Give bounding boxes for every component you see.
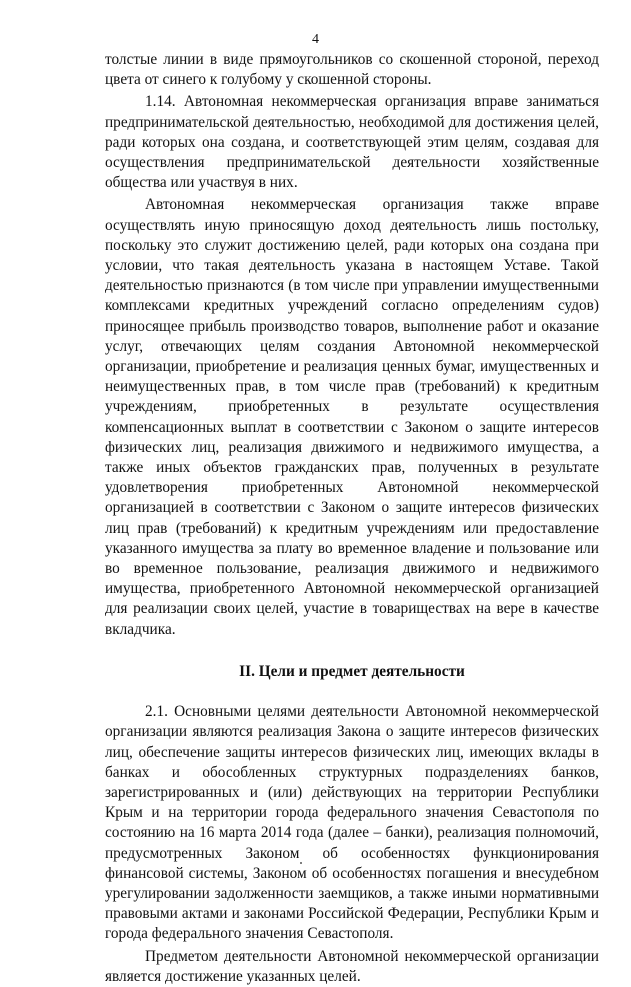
paragraph-subject: Предметом деятельности Автономной некоммерческой организации является достижение указанных целей. [105, 947, 599, 985]
scan-speck [300, 862, 302, 864]
paragraph-2-1: 2.1. Основными целями деятельности Автономной некоммерческой организации являются реализация Закона о защите интересов физических лиц, обеспечение защиты интересов физических лиц, имеющих вклады в банках и обособленных структурных подразделениях банков, зарегистрированных и (или) действующих на территории Республики Крым и на территории города федерального значения Севастополя по состоянию на 16 марта 2014 года (далее – банки), реализация полномочий, предусмотренных Законом об особенностях функционирования финансовой системы, Законом об особенностях погашения и внесудебном урегулировании задолженности заемщиков, а также иными нормативными правовыми актами и законами Российской Федерации, Республики Крым и города федерального значения Севастополя. [105, 703, 599, 943]
paragraph-1-14: 1.14. Автономная некоммерческая организация вправе заниматься предпринимательской деятельностью, необходимой для достижения целей, ради которых она создана, и соответствующей этим целям, создавая для осуществления предпринимательской деятельности хозяйственные общества или участвуя в них. [105, 93, 599, 192]
document-body [105, 50, 599, 987]
paragraph-continuation: толстые линии в виде прямоугольников со скошенной стороной, переход цвета от синего к голубому у скошенной стороны. [105, 51, 599, 89]
paragraph-other-income: Автономная некоммерческая организация также вправе осуществлять иную приносящую доход деятельность лишь постольку, поскольку это служит достижению целей, ради которых она создана при условии, что такая деятельность указана в настоящем Уставе. Такой деятельностью признаются (в том числе при управлении имущественными комплексами кредитных учреждений согласно определениям судов) приносящее прибыль производство товаров, выполнение работ и оказание услуг, отвечающих целям создания Автономной некоммерческой организации, приобретение и реализация ценных бумаг, имущественных и неимущественных прав, в том числе прав (требований) к кредитным учреждениям, приобретенных в результате осуществления компенсационных выплат в соответствии с Законом о защите интересов физических лиц, реализация движимого и недвижимого имущества, а также иных объектов гражданских прав, полученных в результате удовлетворения приобретенных Автономной некоммерческой организацией в соответствии с Законом о защите интересов физических лиц прав (требований) к кредитным учреждениям или предоставление указанного имущества за плату во временное владение и пользование или во временное пользование, реализация движимого и недвижимого имущества, приобретенного Автономной некоммерческой организацией для реализации своих целей, участие в товариществах на вере в качестве вкладчика. [105, 196, 599, 638]
section-heading: II. Цели и предмет деятельности [239, 662, 465, 680]
page-number: 4 [312, 32, 319, 47]
